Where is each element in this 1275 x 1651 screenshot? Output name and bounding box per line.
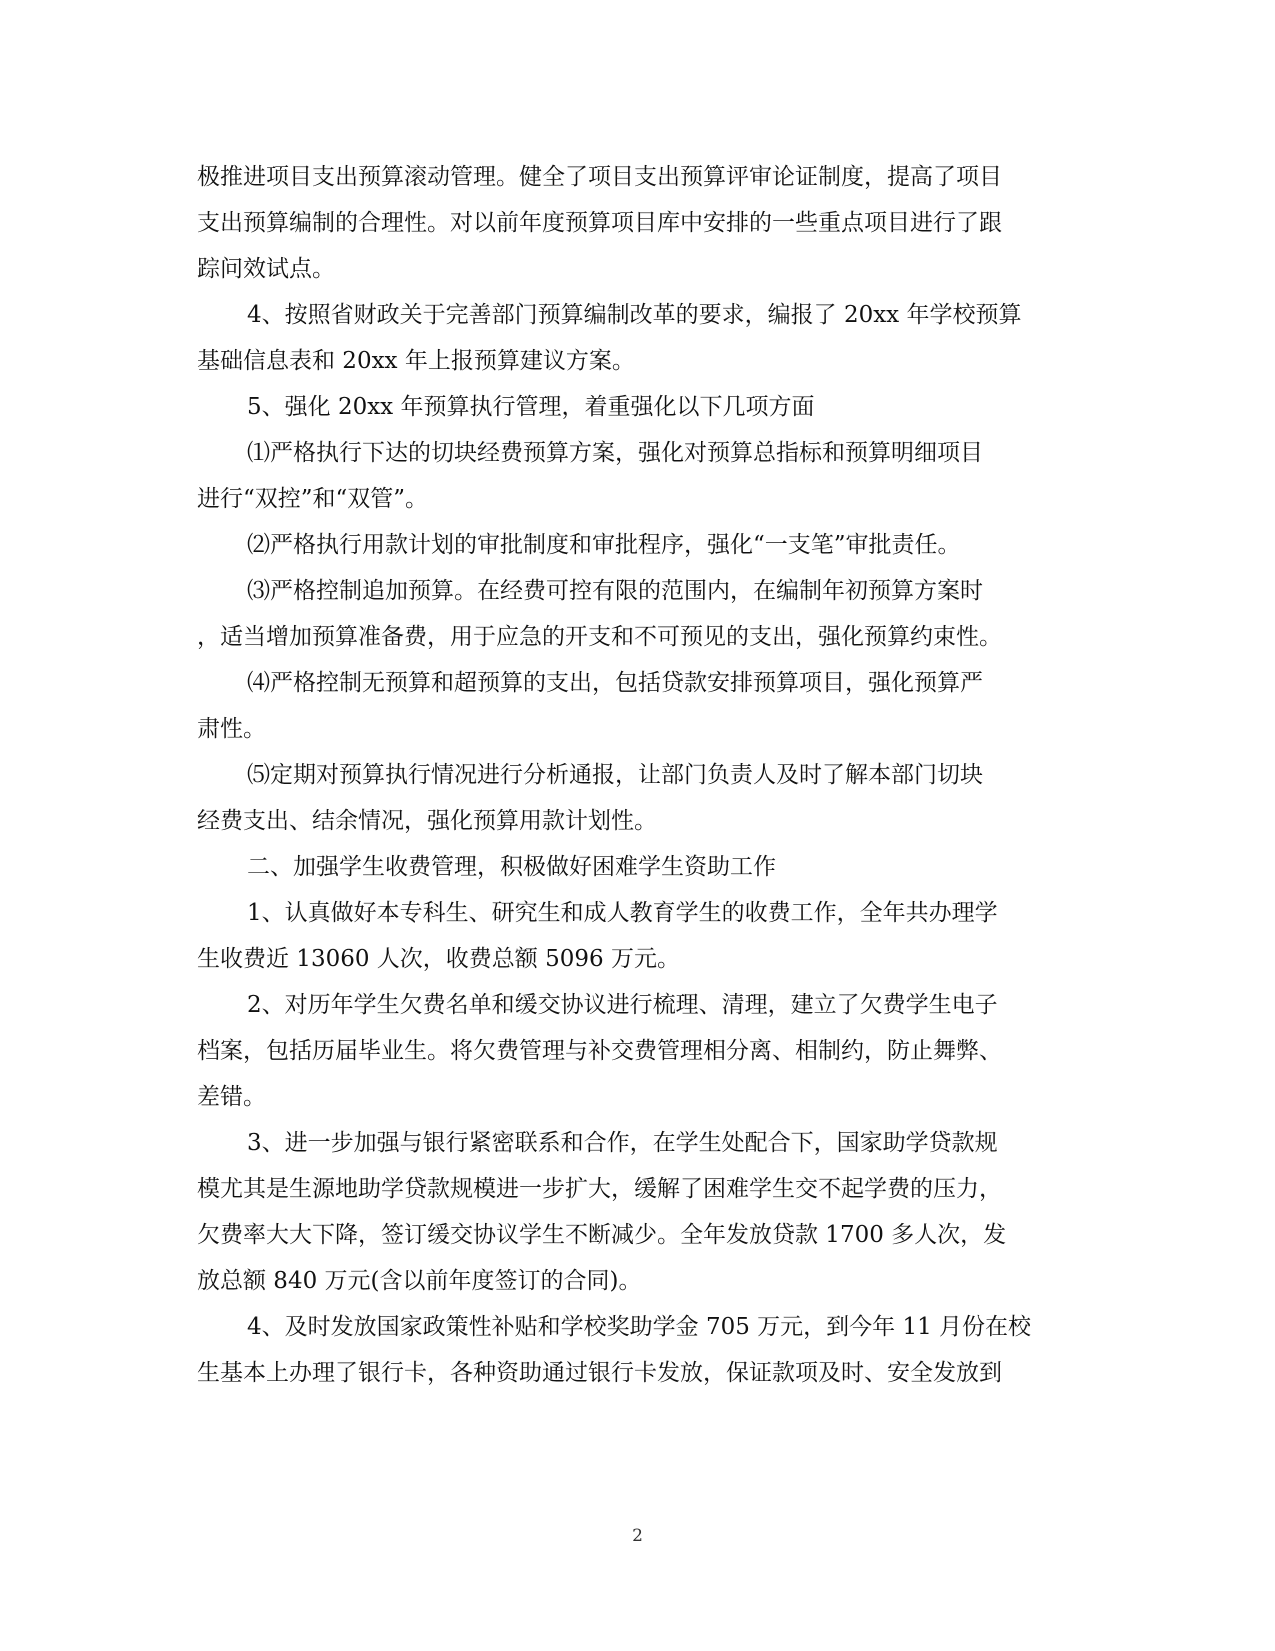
- section-heading: 二、加强学生收费管理，积极做好困难学生资助工作: [247, 854, 776, 880]
- text-line: 进行“双控”和“双管”。: [197, 486, 429, 512]
- text-line: ⑵严格执行用款计划的审批制度和审批程序，强化“一支笔”审批责任。: [247, 532, 961, 558]
- text-line: 差错。: [197, 1084, 266, 1110]
- text-line: 放总额 840 万元(含以前年度签订的合同)。: [197, 1268, 642, 1294]
- text-line: 支出预算编制的合理性。对以前年度预算项目库中安排的一些重点项目进行了跟: [197, 210, 1002, 236]
- text-line: 极推进项目支出预算滚动管理。健全了项目支出预算评审论证制度，提高了项目: [197, 164, 1002, 190]
- text-line: 经费支出、结余情况，强化预算用款计划性。: [197, 808, 657, 834]
- text-line: ⑷严格控制无预算和超预算的支出，包括贷款安排预算项目，强化预算严: [247, 670, 983, 696]
- text-line: ⑴严格执行下达的切块经费预算方案，强化对预算总指标和预算明细项目: [247, 440, 983, 466]
- text-line: 2、对历年学生欠费名单和缓交协议进行梳理、清理，建立了欠费学生电子: [247, 992, 998, 1018]
- text-line: 肃性。: [197, 716, 266, 742]
- text-line: 档案，包括历届毕业生。将欠费管理与补交费管理相分离、相制约，防止舞弊、: [197, 1038, 1002, 1064]
- text-line: 踪问效试点。: [197, 256, 335, 282]
- text-line: 模尤其是生源地助学贷款规模进一步扩大，缓解了困难学生交不起学费的压力，: [197, 1176, 1002, 1202]
- text-line: ⑶严格控制追加预算。在经费可控有限的范围内，在编制年初预算方案时: [247, 578, 983, 604]
- text-line: ⑸定期对预算执行情况进行分析通报，让部门负责人及时了解本部门切块: [247, 762, 983, 788]
- text-line: 5、强化 20xx 年预算执行管理，着重强化以下几项方面: [247, 394, 815, 420]
- text-line: 1、认真做好本专科生、研究生和成人教育学生的收费工作，全年共办理学: [247, 900, 998, 926]
- page-number: 2: [632, 1526, 643, 1546]
- text-line: 3、进一步加强与银行紧密联系和合作，在学生处配合下，国家助学贷款规: [247, 1130, 998, 1156]
- text-line: ，适当增加预算准备费，用于应急的开支和不可预见的支出，强化预算约束性。: [197, 624, 1002, 650]
- text-line: 4、按照省财政关于完善部门预算编制改革的要求，编报了 20xx 年学校预算: [247, 302, 1022, 328]
- text-line: 生收费近 13060 人次，收费总额 5096 万元。: [197, 946, 680, 972]
- text-line: 生基本上办理了银行卡，各种资助通过银行卡发放，保证款项及时、安全发放到: [197, 1360, 1002, 1386]
- text-line: 欠费率大大下降，签订缓交协议学生不断减少。全年发放贷款 1700 多人次，发: [197, 1222, 1007, 1248]
- text-line: 4、及时发放国家政策性补贴和学校奖助学金 705 万元，到今年 11 月份在校: [247, 1314, 1032, 1340]
- text-line: 基础信息表和 20xx 年上报预算建议方案。: [197, 348, 635, 374]
